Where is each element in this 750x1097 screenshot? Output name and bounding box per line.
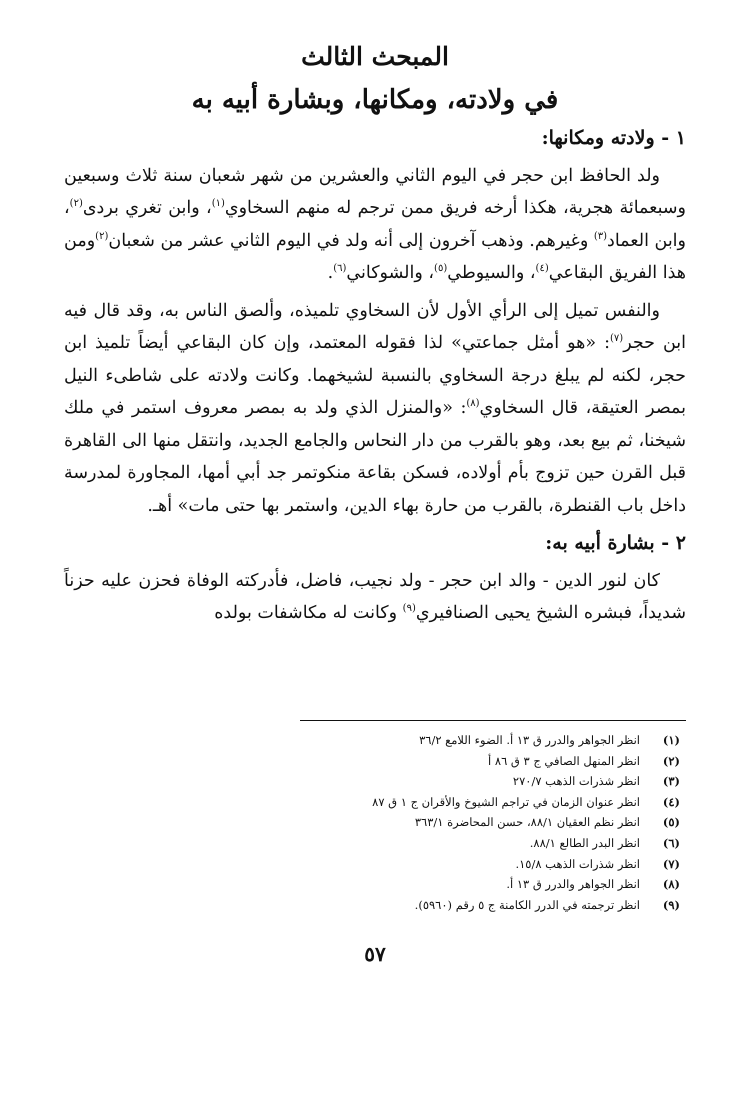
footnote-text: انظر شذرات الذهب ٢٧٠/٧ — [512, 774, 640, 789]
footnote-number: (٢) — [662, 753, 680, 768]
footnote-text: انظر البدر الطالع ٨٨/١. — [529, 835, 640, 850]
footnote-ref: (١) — [211, 198, 225, 210]
footnote-item — [64, 874, 680, 895]
footnote-text: انظر عنوان الزمان في تراجم الشيوخ والأقران ج ١ ق ٨٧ — [372, 794, 640, 809]
footnote-divider — [300, 720, 686, 721]
footnote-ref: (٨) — [466, 398, 480, 410]
footnote-item — [64, 854, 680, 875]
footnote-item — [64, 730, 680, 751]
text-run: ومن هذا الفريق البقاعي — [64, 230, 686, 283]
text-run: ، وابن تغري بردى — [82, 198, 212, 218]
footnote-ref: (٥) — [434, 263, 448, 275]
text-run: ، والشوكاني — [346, 263, 435, 283]
footnote-item — [64, 833, 680, 854]
text-run: ، وابن العماد — [64, 198, 686, 251]
footnote-text: انظر المنهل الصافي ج ٣ ق ٨٦ أ — [488, 753, 640, 768]
footnote-item — [64, 895, 680, 916]
section-2-paragraph-1 — [64, 565, 686, 630]
text-run: . — [327, 263, 334, 283]
footnotes-list — [64, 730, 680, 915]
footnote-number: (٩) — [662, 897, 680, 912]
footnote-number: (٨) — [662, 877, 680, 892]
text-run: كان لنور الدين - والد ابن حجر - ولد نجيب، فاضل، فأدركته الوفاة فحزن عليه حزناً شديداً، فبشره الشيخ يحيى الصنافيري — [64, 570, 686, 623]
footnote-ref: (٤) — [535, 263, 549, 275]
chapter-title: المبحث الثالث — [301, 42, 449, 71]
main-text — [64, 122, 686, 635]
section-2-heading: ٢ - بشارة أبيه به: — [545, 532, 686, 554]
footnote-item — [64, 792, 680, 813]
footnote-number: (٧) — [662, 856, 680, 871]
text-run: ، والسيوطي — [447, 263, 536, 283]
text-run: والنفس تميل إلى الرأي الأول لأن السخاوي تلميذه، وألصق الناس به، وقد قال فيه ابن حجر — [64, 300, 686, 353]
footnote-ref: (٧) — [610, 333, 624, 345]
footnote-ref: (٩) — [402, 603, 416, 615]
footnote-number: (٦) — [662, 835, 680, 850]
text-run: ولد الحافظ ابن حجر في اليوم الثاني والعشرين من شهر شعبان سنة ثلاث وسبعين وسبعمائة هجرية، هكذا أرخه فريق ممن ترجم له منهم السخاوي — [64, 165, 686, 218]
text-run: : «والمنزل الذي ولد به بمصر معروف استمر في ملك شيخنا، ثم بيع بعد، وهو بالقرب من دار النحاس والجامع الجديد، وانتقل منها الى القاهرة قبل القرن حين تزوج بأم أولاده، فسكن بقاعة منكوتمر جد أبي أمها، المجاورة لمدرسة داخل باب القنطرة، بالقرب من حارة بهاء الدين، واستمر بها حتى مات» أهـ. — [64, 398, 686, 516]
text-run: : «هو أمثل جماعتي» لذا فقوله المعتمد، وإن كان البقاعي أيضاً تلميذ ابن حجر، لكنه لم يبلغ درجة السخاوي بالنسبة لشيخهما. وكانت ولادته على شاطىء النيل بمصر العتيقة، قال السخاوي — [64, 333, 686, 418]
text-run: وغيرهم. وذهب آخرون إلى أنه ولد في اليوم الثاني عشر من شعبان — [108, 230, 594, 251]
footnote-ref: (٢) — [69, 198, 83, 210]
footnote-text: انظر الجواهر والدرر ق ١٣ أ. — [506, 877, 640, 892]
text-run: وكانت له مكاشفات بولده — [214, 603, 403, 623]
footnote-item — [64, 751, 680, 772]
footnote-ref: (٣) — [593, 230, 608, 242]
footnote-text: انظر الجواهر والدرر ق ١٣ أ. الضوء اللامع ٣٦/٢ — [419, 733, 640, 747]
footnote-number: (٤) — [662, 794, 680, 809]
footnote-text: انظر ترجمته في الدرر الكامنة ج ٥ رقم (٥٩٦٠). — [414, 897, 640, 912]
footnote-number: (١) — [662, 733, 680, 747]
section-1-paragraph-2 — [64, 295, 686, 523]
footnote-number: (٣) — [662, 774, 680, 789]
footnote-item — [64, 771, 680, 792]
section-1-heading: ١ - ولادته ومكانها: — [541, 127, 686, 149]
page-number: ٥٧ — [364, 942, 386, 966]
footnote-ref: (٦) — [333, 263, 347, 275]
footnote-text: انظر نظم العقيان ٨٨/١، حسن المحاضرة ٣٦٣/١ — [414, 815, 640, 830]
chapter-subtitle: في ولادته، ومكانها، وبشارة أبيه به — [191, 85, 559, 115]
footnote-text: انظر شذرات الذهب ١٥/٨. — [515, 856, 640, 871]
section-1-paragraph-1 — [64, 160, 686, 290]
footnote-ref: (٢) — [95, 230, 109, 242]
footnote-item — [64, 812, 680, 833]
footnote-number: (٥) — [662, 815, 680, 830]
